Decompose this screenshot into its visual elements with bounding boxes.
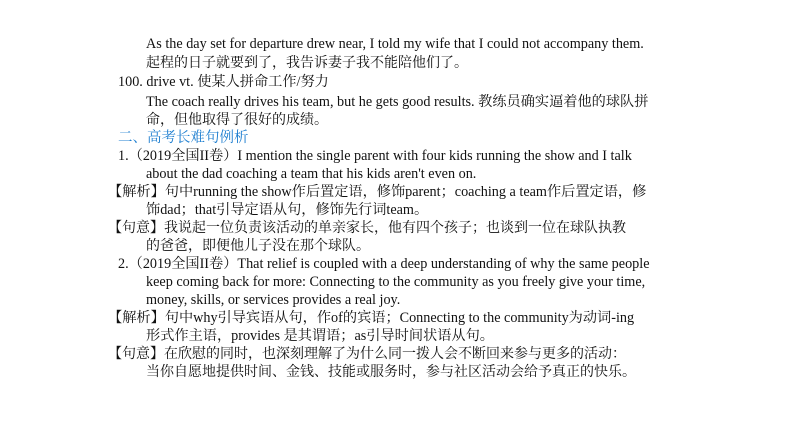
- example-sentence-en: As the day set for departure drew near, I told my wife that I could not accompany them.: [146, 36, 644, 52]
- vocab-example-line-1: The coach really drives his team, but he gets good results. 教练员确实逼着他的球队拼: [146, 94, 649, 110]
- item-2-sentence-line-2: keep coming back for more: Connecting to the community as you freely give your time,: [146, 274, 646, 290]
- item-1-sentence-line-1: 1.（2019全国II卷）I mention the single parent with four kids running the show and I talk: [118, 148, 632, 164]
- item-2-sentence-line-3: money, skills, or services provides a real joy.: [146, 292, 401, 308]
- item-1-analysis-line-2: 饰dad；that引导定语从句，修饰先行词team。: [146, 202, 429, 218]
- item-1-analysis-line-1: 【解析】句中running the show作后置定语，修饰parent；coaching a team作后置定语，修: [108, 184, 647, 200]
- section-heading: 二、高考长难句例析: [118, 130, 249, 146]
- item-2-analysis-line-2: 形式作主语，provides 是其谓语；as引导时间状语从句。: [146, 328, 494, 344]
- item-2-meaning-line-2: 当你自愿地提供时间、金钱、技能或服务时，参与社区活动会给予真正的快乐。: [146, 364, 636, 380]
- item-1-sentence-line-2: about the dad coaching a team that his kids aren't even on.: [146, 166, 477, 182]
- item-1-meaning-line-2: 的爸爸，即便他儿子没在那个球队。: [146, 238, 370, 254]
- vocab-entry-100: 100. drive vt. 使某人拼命工作/努力: [118, 74, 329, 90]
- item-2-analysis-line-1: 【解析】句中why引导宾语从句，作of的宾语；Connecting to the community为动词-ing: [108, 310, 635, 326]
- item-1-meaning-line-1: 【句意】我说起一位负责该活动的单亲家长，他有四个孩子；也谈到一位在球队执教: [108, 220, 626, 236]
- example-sentence-cn: 起程的日子就要到了，我告诉妻子我不能陪他们了。: [146, 55, 468, 71]
- vocab-example-line-2: 命，但他取得了很好的成绩。: [146, 112, 328, 128]
- item-2-sentence-line-1: 2.（2019全国II卷）That relief is coupled with a deep understanding of why the same people: [118, 256, 650, 272]
- item-2-meaning-line-1: 【句意】在欣慰的同时，也深刻理解了为什么同一拨人会不断回来参与更多的活动：: [108, 346, 626, 362]
